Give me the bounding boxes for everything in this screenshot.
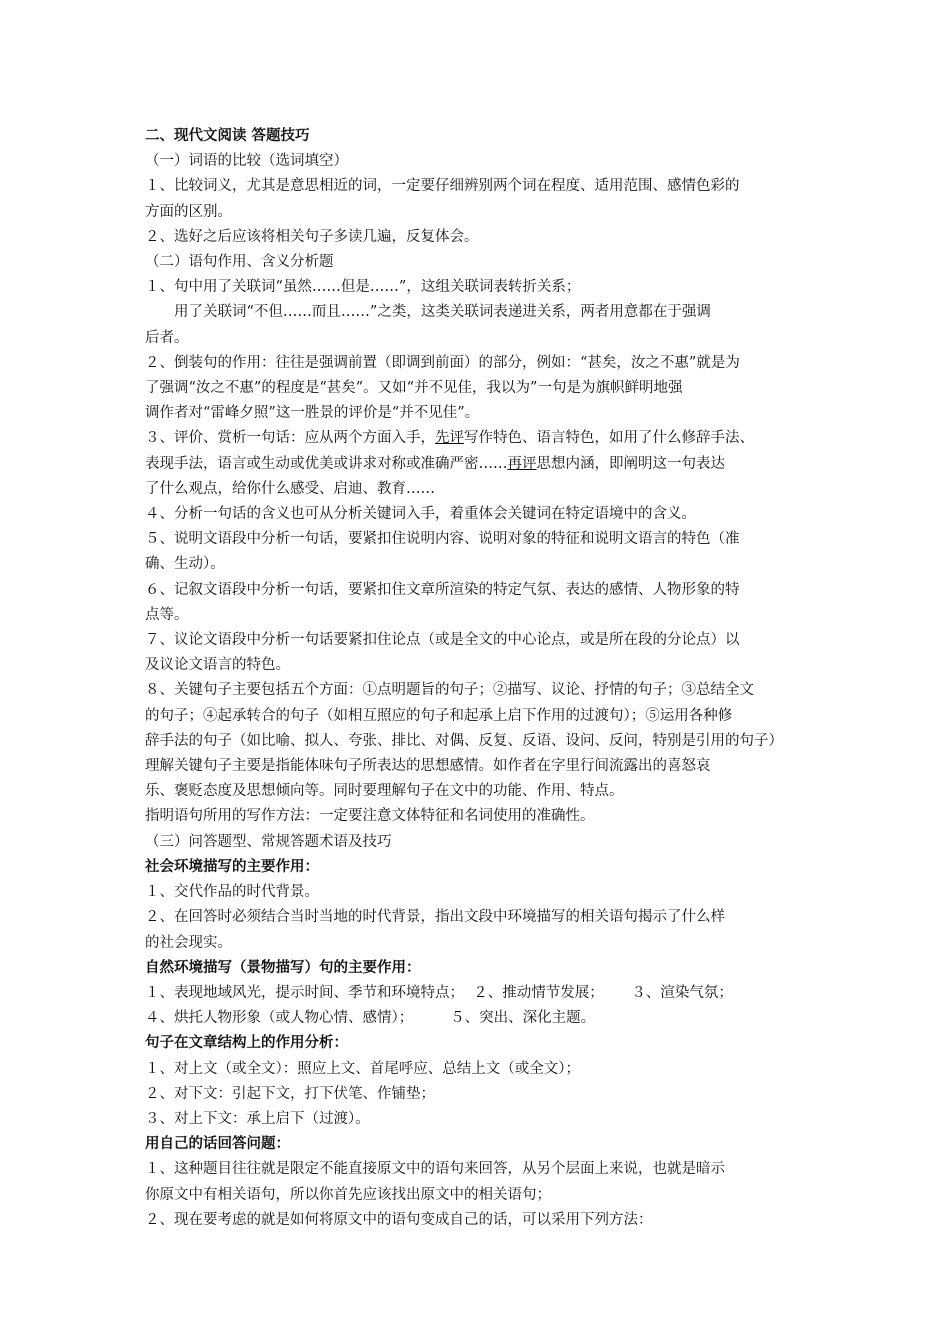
document-heading: 二、现代文阅读 答题技巧 [145,128,310,144]
paragraph-line: ５、说明文语段中分析一句话，要紧扣住说明内容、说明对象的特征和说明文语言的特色（准 [145,531,740,548]
paragraph-line: 的句子；④起承转合的句子（如相互照应的句子和起承上启下作用的过渡句）；⑤运用各种修 [145,707,733,724]
document-page [145,124,810,1233]
subheading-social-environment: 社会环境描写的主要作用： [145,858,319,875]
paragraph-line: １、这种题目往往就是限定不能直接原文中的语句来回答，从另个层面上来说，也就是暗示 [145,1161,725,1178]
paragraph-line: ８、关键句子主要包括五个方面：①点明题旨的句子；②描写、议论、抒情的句子；③总结全文 [145,682,754,699]
paragraph-line: 及议论文语言的特色。 [145,657,290,674]
subheading-own-words: 用自己的话回答问题： [145,1136,290,1153]
section-2-title: （二）语句作用、含义分析题 [145,254,334,271]
paragraph-line: 用了关联词“不但……而且……”之类，这类关联词表递进关系，两者用意都在于强调 [174,304,711,321]
paragraph-line: ３、对上下文：承上启下（过渡）。 [145,1110,370,1127]
text-run: 写作特色、语言特色，如用了什么修辞手法、 [464,430,754,447]
paragraph-line: ７、议论文语段中分析一句话要紧扣住论点（或是全文的中心论点，或是所在段的分论点）以 [145,632,740,649]
paragraph-line: ４、分析一句话的含义也可从分析关键词入手，着重体会关键词在特定语境中的含义。 [145,506,696,523]
paragraph-line: 点等。 [145,606,189,623]
paragraph-line: ２、选好之后应该将相关句子多读几遍，反复体会。 [145,228,479,245]
paragraph-line: ２、在回答时必须结合当时当地的时代背景，指出文段中环境描写的相关语句揭示了什么样 [145,909,725,926]
section-1-title: （一）词语的比较（选词填空） [145,153,348,170]
paragraph-line: 确、生动）。 [145,556,225,573]
paragraph-line: ２、对下文：引起下文，打下伏笔、作铺垫； [145,1085,435,1102]
paragraph-line: 理解关键句子主要是指能体味句子所表达的思想感情。如作者在字里行间流露出的喜怒哀 [145,758,711,775]
paragraph-line: ６、记叙文语段中分析一句话，要紧扣住文章所渲染的特定气氛、表达的感情、人物形象的特 [145,581,740,598]
paragraph-line [145,452,810,477]
paragraph-line: 辞手法的句子（如比喻、拟人、夸张、排比、对偶、反复、反语、设问、反问，特别是引用的句子） [145,732,783,749]
text-run: 思想内涵，即阐明这一句表达 [536,455,725,472]
paragraph-line: 方面的区别。 [145,203,232,220]
underlined-term: 再评 [507,455,537,472]
paragraph-line: 调作者对“雷峰夕照”这一胜景的评价是“并不见佳”。 [145,405,480,422]
paragraph-line: １、对上文（或全文）：照应上文、首尾呼应、总结上文（或全文）； [145,1060,580,1077]
paragraph-line: ４、烘托人物形象（或人物心情、感情）； ５、突出、深化主题。 [145,1010,596,1027]
text-run: ３、评价、赏析一句话：应从两个方面入手， [145,430,435,447]
subheading-natural-environment: 自然环境描写（景物描写）句的主要作用： [145,959,421,976]
paragraph-line: １、表现地域风光，提示时间、季节和环境特点； ２、推动情节发展； ３、渲染气氛； [145,984,733,1001]
paragraph-line: 后者。 [145,329,189,346]
paragraph-line: 指明语句所用的写作方法：一定要注意文体特征和名词使用的准确性。 [145,808,595,825]
paragraph-line: 了强调“汝之不惠”的程度是“甚矣”。又如“并不见佳，我以为”一句是为旗帜鲜明地强 [145,380,683,397]
paragraph-line: 的社会现实。 [145,934,232,951]
paragraph-line: １、交代作品的时代背景。 [145,884,319,901]
paragraph-line: 了什么观点，给你什么感受、启迪、教育…… [145,480,435,497]
paragraph-line: １、句中用了关联词“虽然……但是……”，这组关联词表转折关系； [145,279,581,296]
paragraph-line: ２、倒装句的作用：往往是强调前置（即调到前面）的部分，例如：“甚矣，汝之不惠”就是为 [145,354,740,371]
underlined-term: 先评 [435,430,464,447]
paragraph-line: ２、现在要考虑的就是如何将原文中的语句变成自己的话，可以采用下列方法： [145,1211,653,1228]
paragraph-line: 乐、褒贬态度及思想倾向等。同时要理解句子在文中的功能、作用、特点。 [145,783,624,800]
section-3-title: （三）问答题型、常规答题术语及技巧 [145,833,392,850]
subheading-structure: 句子在文章结构上的作用分析： [145,1035,348,1052]
text-run: 表现手法，语言或生动或优美或讲求对称或准确严密…… [145,455,508,472]
paragraph-line: １、比较词义，尤其是意思相近的词，一定要仔细辨别两个词在程度、适用范围、感情色彩的 [145,178,740,195]
paragraph-line [145,426,810,451]
paragraph-line: 你原文中有相关语句，所以你首先应该找出原文中的相关语句； [145,1186,551,1203]
